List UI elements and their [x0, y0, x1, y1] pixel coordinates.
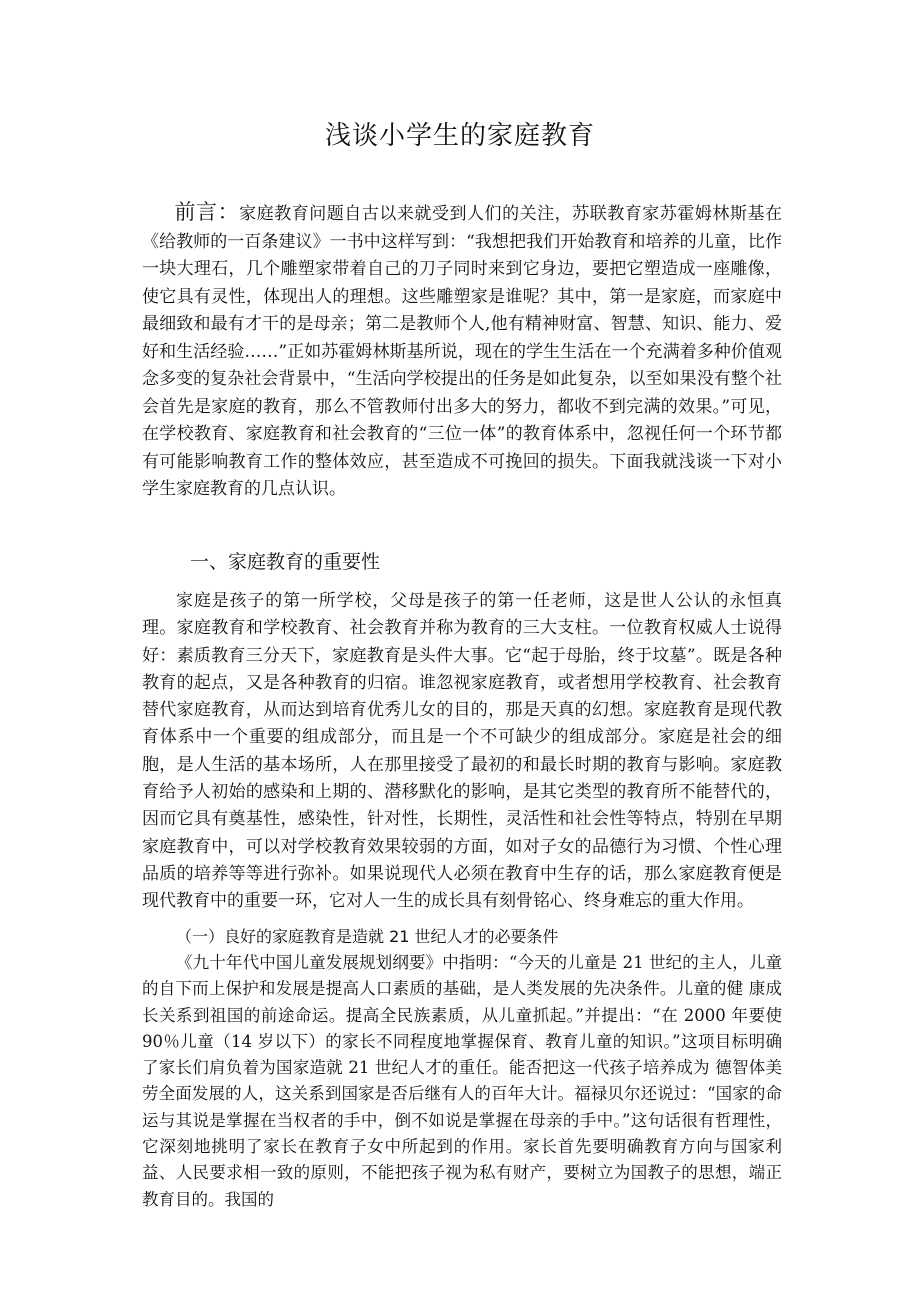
- section-heading-importance: 一、家庭教育的重要性: [190, 551, 381, 573]
- subsection-heading-21st-century: （一）良好的家庭教育是造就 21 世纪人才的必要条件: [176, 927, 559, 946]
- intro-label: 前言：: [174, 200, 240, 224]
- section-body-importance: 家庭是孩子的第一所学校，父母是孩子的第一任老师，这是世人公认的永恒真理。家庭教育和学校教育、社会教育并称为教育的三大支柱。一位教育权威人士说得好：素质教育三分天下，家庭教育是头件大事。它“起于母胎，终于坟墓”。既是各种教育的起点，又是各种教育的归宿。谁忽视家庭教育，或者想用学校教育、社会教育替代家庭教育，从而达到培育优秀儿女的目的，那是天真的幻想。家庭教育是现代教育体系中一个重要的组成部分，而且是一个不可缺少的组成部分。家庭是社会的细胞，是人生活的基本场所，人在那里接受了最初的和最长时期的教育与影响。家庭教育给予人初始的感染和上期的、潜移默化的影响，是其它类型的教育所不能替代的，因而它具有奠基性，感染性，针对性，长期性，灵活性和社会性等特点，特别在早期家庭教育中，可以对学校教育效果较弱的方面，如对子女的品德行为习惯、个性心理品质的培养等等进行弥补。如果说现代人必须在教育中生存的话，那么家庭教育便是现代教育中的重要一环，它对人一生的成长具有刻骨铭心、终身难忘的重大作用。: [142, 591, 782, 912]
- intro-paragraph: [142, 199, 782, 504]
- document-title: 浅谈小学生的家庭教育: [324, 121, 595, 151]
- subsection-body-21st-century: 《九十年代中国儿童发展规划纲要》中指明：“今天的儿童是 21 世纪的主人，儿童的自下而上保护和发展是提高人口素质的基础，是人类发展的先决条件。儿童的健 康成长关系到祖国的前途命运。提高全民族素质，从儿童抓起。”并提出：“在 2000 年要使 90％儿童（14 岁以下）的家长不同程度地掌握保育、教育儿童的知识。”这项目标明确了家长们肩负着为国家造就 21 世纪人才的重任。能否把这一代孩子培养成为 德智体美劳全面发展的人，这关系到国家是否后继有人的百年大计。福禄贝尔还说过：“国家的命运与其说是掌握在当权者的手中，倒不如说是掌握在母亲的手中。”这句话很有哲理性，它深刻地挑明了家长在教育子女中所起到的作用。家长首先要明确教育方向与国家利益、人民要求相一致的原则，不能把孩子视为私有财产，要树立为国教子的思想，端正教育目的。我国的: [142, 953, 782, 1209]
- intro-text: 家庭教育问题自古以来就受到人们的关注，苏联教育家苏霍姆林斯基在《给教师的一百条建议》一书中这样写到：“我想把我们开始教育和培养的儿童，比作一块大理石，几个雕塑家带着自己的刀子同时来到它身边，要把它塑造成一座雕像，使它具有灵性，体现出人的理想。这些雕塑家是谁呢？其中，第一是家庭，而家庭中最细致和最有才干的是母亲；第二是教师个人,他有精神财富、智慧、知识、能力、爱好和生活经验……”正如苏霍姆林斯基所说，现在的学生生活在一个充满着多种价值观念多变的复杂社会背景中，“生活向学校提出的任务是如此复杂，以至如果没有整个社会首先是家庭的教育，那么不管教师付出多大的努力，都收不到完满的效果。”可见，在学校教育、家庭教育和社会教育的“三位一体”的教育体系中，忽视任何一个环节都有可能影响教育工作的整体效应，甚至造成不可挽回的损失。下面我就浅谈一下对小学生家庭教育的几点认识。: [142, 204, 783, 499]
